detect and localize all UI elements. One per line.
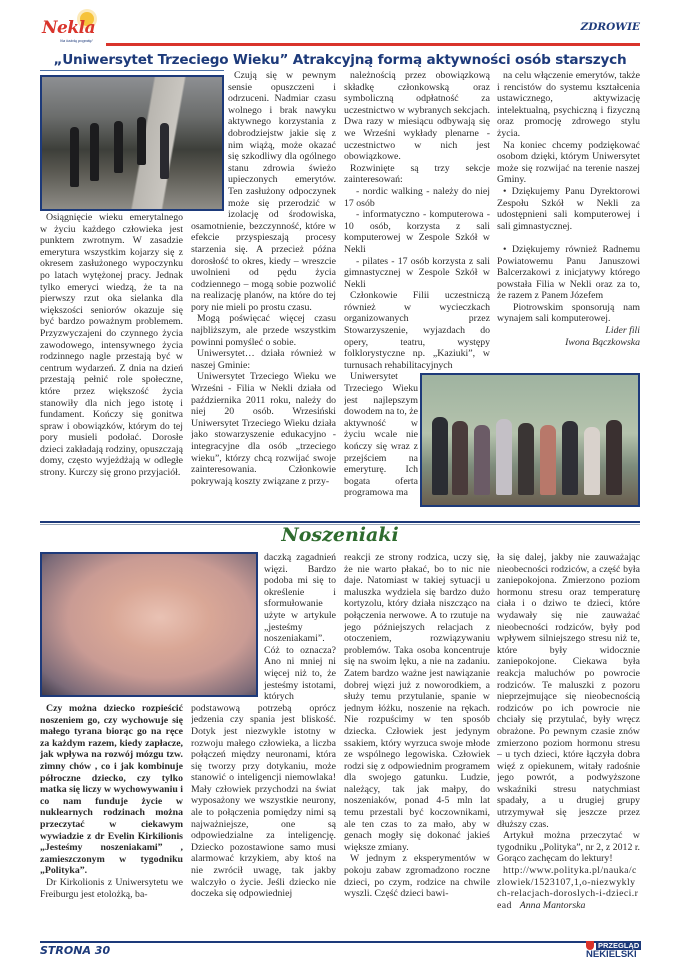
logo-tagline: Na każdą pogodę! — [60, 38, 93, 43]
list-item: - informatyczno - komputerowa - 10 osób, korzysta z sali komputerowej w Zespole Szkół w Nekli — [344, 209, 490, 255]
person-figure — [496, 419, 512, 495]
paragraph: Na koniec chcemy podziękować osobom dzięki, którym Uniwersytet może się rozwijać na terenie naszej Gminy. — [497, 139, 640, 186]
paragraph: reakcji ze strony rodzica, uczy się, że nie warto płakać, bo to nic nie daje. Natomiast w takiej sytuacji u maluszka wydziela się bardzo dużo kortyzolu, który działa niszcząco na połączenia nerwowe. A to rzutuje na jego późniejszych relacjach z otoczeniem, rozwiązywaniu problemów. Taka osoba koncentruje się na swoim lęku, a nie na zadaniu. Zatem bardzo ważne jest nawiązanie dobrej więzi już z noworodkiem, a służy temu przytulanie, spanie w jednym łóżku, noszenie na rękach. Nie rozpuścimy w ten sposób dziecka. Człowiek jest jedynym ssakiem, który wyrzuca swoje młode ze wspólnego legowiska. Człowiek rodzi się z odpowiednim programem dla swojego gatunku. Ludzie, należący, tak jak małpy, do noszeniaków, ponad 4-5 mln lat temu przestali być koczownikami, ale ten czas to za mało, aby w genach mogły się dokonać jakieś większe zmiany. — [344, 552, 490, 853]
walker-figure — [137, 117, 146, 165]
paragraph: • Dziękujemy również Radnemu Powiatowemu Panu Januszowi Balcerzakowi z inicjatywy którego powstała Filia w Nekli oraz za to, że razem z Panem Józefem — [497, 243, 640, 302]
author-name: Anna Mantorska — [519, 899, 586, 911]
nekla-logo — [40, 10, 106, 46]
paragraph: na celu włączenie emerytów, także i rencistów do systemu kształcenia ustawicznego, aktywizację intelektualną, psychiczną i fizyczną oraz promocję zdrowego stylu życia. — [497, 70, 640, 139]
paragraph: Uniwersytet Trzeciego Wieku jest najlepszym dowodem na to, że aktywność w życiu wcale nie kończy się wraz z przejściem na emeryturę. Ich bogata oferta programowa ma — [344, 371, 418, 499]
person-figure — [518, 423, 534, 495]
article-separator — [40, 521, 640, 523]
page-number: STRONA 30 — [40, 944, 111, 957]
footer-rule — [40, 941, 640, 943]
person-figure — [606, 420, 622, 495]
paragraph: Mogą poświęcać więcej czasu najbliższym, ale przede wszystkim powinni pomyśleć o sobie. — [191, 313, 336, 348]
person-figure — [432, 417, 448, 495]
article2-intro: Czy można dziecko rozpieścić noszeniem go, czy wychowuje się małego tyrana biorąc go na ręce za każdym razem, kiedy zapłacze, jak wpływa na rozwój mózgu tzw. zimny chów , co i jak kombinuje półroczne dziecko, czy tylko matka się liczy w wychowywaniu i co nam funduje życie w nuklearnych rodzinach można przeczytać w ciekawym wywiadzie z dr Evelin Kirkilionis „Jesteśmy noszeniakami” , zamieszczonym w tygodniku „Polityka”. — [40, 703, 183, 877]
article2-column-3 — [344, 552, 490, 941]
source-link[interactable]: http://www.polityka.pl/nauka/czlowiek/1523107,1,o-niezwyklych-relacjach-doroslych-i-dzieci.read — [497, 865, 639, 911]
logo-line-2: NEKIELSKI — [586, 949, 637, 960]
article2-title: Noszeniaki — [281, 524, 399, 546]
logo-text: Nekla — [42, 18, 96, 38]
paragraph: • Dziękujemy Panu Dyrektorowi Zespołu Szkół w Nekli za udostępnieni sali komputerowej i sali gimnastycznej. — [497, 185, 640, 232]
paragraph: Osiągnięcie wieku emerytalnego w życiu każdego człowieka jest punktem zwrotnym. W zasadzie emerytura wszystkim kojarzy się z okresem zasłużonego wypoczynku po latach wytężonej pracy. Jednak tylko emeryci wiedzą, że ta na pierwszy rzut oka sielanka dla większości seniorów okazuje się być bardzo poważnym problemem. Przyzwyczajeni do czynnego życia zawodowego, intensywnego życia rodzinnego nagle przestają być w centrum wydarzeń. Z dnia na dzień przestają pełnić role społeczne, które przez większość życia stanowiły dla nich jego istotę i fundament. Kończy się gonitwa spraw i obowiązków, którym do tej pory musieli podołać. Dorosłe dzieci zakładają rodziny, opuszczają domy, często wyjeżdżają w odległe strony. Kurczy się grono przyjaciół. — [40, 212, 183, 479]
article1-column-2 — [191, 70, 336, 520]
paragraph: Rozwinięte są trzy sekcje zainteresowań: — [344, 162, 490, 186]
paragraph: ła się dalej, jakby nie zauważając nieobecności rodziców, a część była zaniepokojona. Zmierzono poziom hormonu stresu oraz temperaturę ciała i o dziwo te dzieci, które wydawały się nie zauważać nieobecności rodziców, były pod wpływem silniejszego stresu niż te, które były widocznie zaniepokojone. Ciekawa była reakcja maluchów po powrocie rodziców. Te maluszki z pozoru nieprzejmujące się nieobecnością rodziców po ich powrocie nie chciały się przytulać, były wręcz obrażone. Po pewnym czasie znów zmierzono poziom hormonu stresu – u tych dzieci, które łączyła dobra więź z opiekunem, witały radośnie jego powrót, a podwyższone wskaźniki stresu natychmiast spadały, a u drugiej grupy utrzymywał się jeszcze przez dłuższy czas. — [497, 552, 640, 830]
article1-column-1 — [40, 212, 183, 520]
paragraph: Uniwersytet… działa również w naszej Gminie: — [191, 348, 336, 371]
walker-figure — [70, 127, 79, 187]
article2-column-2 — [191, 552, 336, 941]
section-label: ZDROWIE — [580, 21, 640, 33]
header-rule — [106, 43, 640, 46]
person-figure — [562, 421, 578, 495]
paragraph: Piotrowskim sponsorują nam wynajem sali komputerowej. — [497, 301, 640, 325]
article2-column-1 — [40, 703, 183, 941]
source-line — [497, 865, 640, 911]
walker-figure — [114, 121, 123, 173]
walker-figure — [160, 123, 169, 179]
group-photo — [420, 373, 640, 507]
logo-line-1: PRZEGLĄD — [598, 941, 640, 950]
signature-role: Lider fili — [605, 325, 640, 337]
article-headline: „Uniwersytet Trzeciego Wieku” Atrakcyjną formą aktywności osób starszych — [53, 52, 627, 68]
article2-column-4 — [497, 552, 640, 941]
paragraph: Uniwersytet Trzeciego Wieku we Wrześni - Filia w Nekli działa od października 2011 roku, należy do niej 20 osób. Wrzesiński Uniwersytet Trzeciego Wieku działa jako stowarzyszenie edukacyjno - integracyjne dla osób „trzeciego wieku”, którzy chcą rozwijać swoje zainteresowania. Członkowie pokrywają koszty związane z przy- — [191, 371, 336, 487]
list-item: - pilates - 17 osób korzysta z sali gimnastycznej w Zespole Szkół w Nekli — [344, 255, 490, 290]
person-figure — [452, 421, 468, 495]
person-figure — [584, 427, 600, 495]
paragraph: Dr Kirkolionis z Uniwersytetu we Freiburgu jest etolożką, ba- — [40, 876, 183, 900]
paragraph: Artykuł można przeczytać w tygodniku „Polityka”, nr 2, z 2012 r. Gorąco zachęcam do lektury! — [497, 830, 640, 865]
paragraph: daczką zagadnień więzi. Bardzo podoba mi się to określenie i sformułowanie użyte w artykule „jesteśmy noszeniakami”. Cóż to oznacza? Ano ni mniej ni więcej niż to, że jesteśmy istotami, których podstawową potrzebą oprócz jedzenia czy spania jest bliskość. Dotyk jest niezwykle istotny w rozwoju małego człowieka, a liczba połączeń między neuronami, która się tworzy przy dotykaniu, może stanowić o inteligencji niemowlaka! Mały człowiek przychodzi na świat wyposażony we wszystkie neurony, ale to połączenia pomiędzy nimi są najważniejsze, one są odpowiedzialne za inteligencję. Dziecko pozostawione samo musi alarmować krzykiem, aby ktoś na nie zwrócił uwagę, tak jakby walczyło o życie. Jeśli dziecko nie doczeka się odpowiedniej — [191, 552, 336, 900]
paragraph: Czują się w pewnym sensie opuszczeni i odrzuceni. Nadmiar czasu wolnego i brak nawyku aktywnego korzystania z dobrodziejstw jakie się z nim wiążą, może okazać się szkodliwy dla ogólnego stanu zdrowia świeżo upieczonych emerytów. Ten zasłużony odpoczynek może się przerodzić w izolację od środowiska, osamotnienie, bezczynność, które w efekcie przyspieszają procesy starzenia się. A przecież późna dorosłość to okres, kiedy – wreszcie uwolnieni od pędu życia codziennego – mogą sobie pozwolić na realizację planów, na które do tej pory nie mieli po prostu czasu. — [191, 70, 336, 313]
person-figure — [474, 425, 490, 495]
article1-column-4 — [497, 70, 640, 370]
person-figure — [540, 425, 556, 495]
przeglad-nekielski-logo — [584, 941, 642, 960]
paragraph: Członkowie Filii uczestniczą również w wycieczkach organizowanych przez Stowarzyszenie, wyjazdach do opery, teatru, występy folklorystyczne np. „Kaziuki”, w turnusach rehabilitacyjnych — [344, 290, 490, 371]
signature-name: Iwona Bączkowska — [565, 336, 640, 348]
paragraph: należnością przez obowiązkową składkę członkowską oraz symboliczną odpłatność za uczestnictwo w wybranych sekcjach. Dwa razy w miesiącu odbywają się we Wrześni wykłady plenarne - uczestnictwo w nich jest obowiązkowe. — [344, 70, 490, 163]
list-item: - nordic walking - należy do niej 17 osób — [344, 185, 490, 209]
walker-figure — [90, 123, 99, 181]
paragraph: W jednym z eksperymentów w pokoju zabaw zgromadzono roczne dzieci, po czym, rodzice na chwile wyszli. Część dzieci bawi- — [344, 853, 490, 900]
